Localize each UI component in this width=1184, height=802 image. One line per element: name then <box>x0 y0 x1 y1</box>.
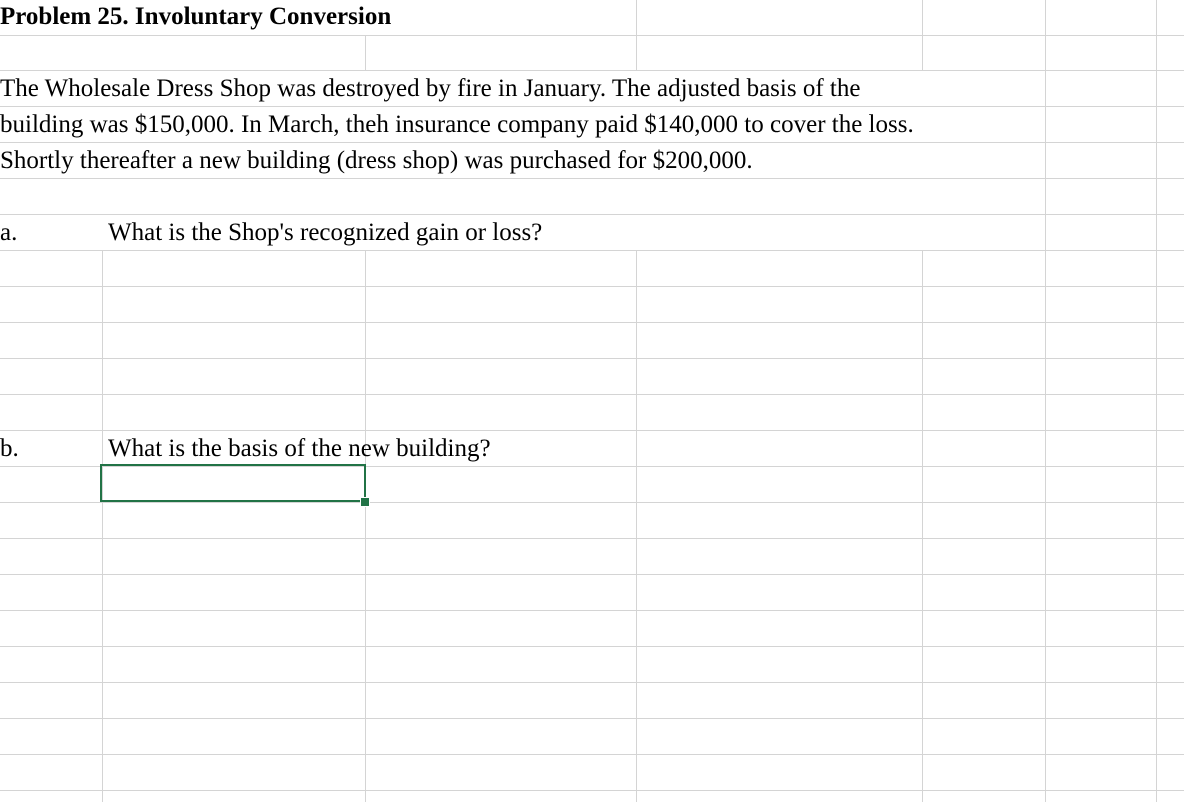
problem-title[interactable]: Problem 25. Involuntary Conversion <box>0 3 392 30</box>
grid-row-line <box>0 502 1184 503</box>
grid-row-line <box>0 178 1184 179</box>
grid-column-line <box>365 250 366 802</box>
description-line-2[interactable]: building was $150,000. In March, theh insurance company paid $140,000 to cover the loss. <box>0 111 914 138</box>
grid-row-line <box>0 430 1184 431</box>
grid-row-line <box>0 394 1184 395</box>
description-line-3[interactable]: Shortly thereafter a new building (dress shop) was purchased for $200,000. <box>0 147 753 174</box>
grid-row-line <box>0 250 1184 251</box>
grid-row-line <box>0 718 1184 719</box>
grid-row-line <box>0 322 1184 323</box>
grid-row-line <box>0 106 1184 107</box>
grid-row-line <box>0 286 1184 287</box>
grid-row-line <box>0 538 1184 539</box>
grid-column-line <box>636 250 637 802</box>
description-line-1[interactable]: The Wholesale Dress Shop was destroyed by fire in January. The adjusted basis of the <box>0 75 861 102</box>
grid-row-line <box>0 574 1184 575</box>
grid-column-line <box>102 250 103 802</box>
grid-row-line <box>0 35 1184 36</box>
grid-row-line <box>0 646 1184 647</box>
question-b-label[interactable]: b. <box>0 435 19 462</box>
grid-row-line <box>0 610 1184 611</box>
grid-row-line <box>0 754 1184 755</box>
question-b-text[interactable]: What is the basis of the new building? <box>108 435 491 462</box>
fill-handle[interactable] <box>360 497 370 507</box>
grid-row-line <box>0 682 1184 683</box>
grid-row-line <box>0 790 1184 791</box>
grid-column-line <box>365 36 366 70</box>
grid-row-line <box>0 70 1184 71</box>
grid-row-line <box>0 142 1184 143</box>
grid-row-line <box>0 214 1184 215</box>
grid-column-line <box>922 250 923 802</box>
active-cell-selection[interactable] <box>100 464 366 502</box>
question-a-label[interactable]: a. <box>0 219 18 246</box>
question-a-text[interactable]: What is the Shop's recognized gain or loss? <box>108 219 543 246</box>
grid-row-line <box>0 358 1184 359</box>
